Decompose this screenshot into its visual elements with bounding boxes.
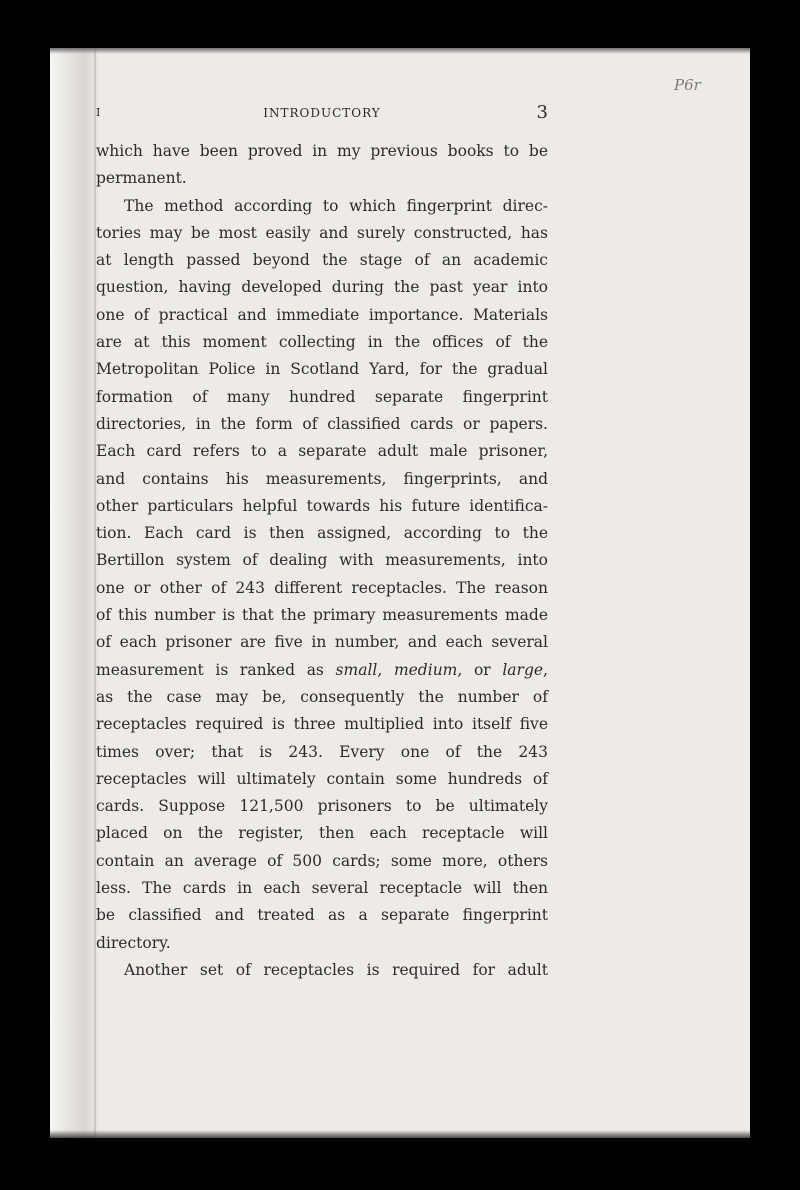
text-line: tories may be most easily and surely constructed, has	[96, 223, 548, 242]
text-line: one of practical and immediate importance. Materials	[96, 305, 548, 324]
page-header	[96, 102, 548, 126]
text-line: measurement is ranked as small, medium, or large,	[96, 660, 548, 679]
text-line: of each prisoner are five in number, and each several	[96, 633, 548, 652]
text-line: other particulars helpful towards his future identifica-	[96, 496, 548, 515]
text-line: Metropolitan Police in Scotland Yard, for the gradual	[96, 360, 548, 379]
text-line: times over; that is 243. Every one of the 243	[96, 742, 548, 761]
text-line: contain an average of 500 cards; some more, others	[96, 851, 548, 870]
chapter-number: I	[96, 106, 101, 119]
bottom-shadow	[50, 1130, 750, 1138]
text-line: Each card refers to a separate adult male prisoner,	[96, 442, 548, 461]
text-line: directories, in the form of classified cards or papers.	[96, 414, 548, 433]
body-text	[96, 138, 548, 984]
text-line: of this number is that the primary measurements made	[96, 606, 548, 625]
text-line: receptacles will ultimately contain some hundreds of	[96, 769, 548, 788]
text-line: formation of many hundred separate fingerprint	[96, 387, 548, 406]
text-line: cards. Suppose 121,500 prisoners to be ultimately	[96, 797, 548, 816]
text-line: as the case may be, consequently the number of	[96, 687, 548, 706]
text-line: at length passed beyond the stage of an academic	[96, 251, 548, 270]
text-line: receptacles required is three multiplied into itself five	[96, 715, 548, 734]
handwritten-annotation: P6r	[674, 76, 701, 94]
text-line: less. The cards in each several receptacle will then	[96, 879, 548, 898]
page-number: 3	[536, 102, 548, 123]
page-binding-edge	[50, 48, 101, 1138]
running-head: INTRODUCTORY	[263, 106, 381, 120]
text-line: question, having developed during the past year into	[96, 278, 548, 297]
text-line: be classified and treated as a separate fingerprint	[96, 906, 548, 925]
text-line: tion. Each card is then assigned, according to the	[96, 524, 548, 543]
text-line: and contains his measurements, fingerprints, and	[96, 469, 548, 488]
text-line: one or other of 243 different receptacles. The reason	[96, 578, 548, 597]
top-shadow	[50, 48, 750, 54]
text-line: Bertillon system of dealing with measurements, into	[96, 551, 548, 570]
text-line: Another set of receptacles is required for adult	[124, 960, 548, 979]
text-line: permanent.	[96, 169, 187, 188]
text-line: are at this moment collecting in the offices of the	[96, 333, 548, 352]
text-line: The method according to which fingerprint direc-	[124, 196, 548, 215]
text-line: which have been proved in my previous books to be	[96, 142, 548, 160]
text-line: directory.	[96, 933, 171, 952]
text-line: placed on the register, then each receptacle will	[96, 824, 548, 843]
